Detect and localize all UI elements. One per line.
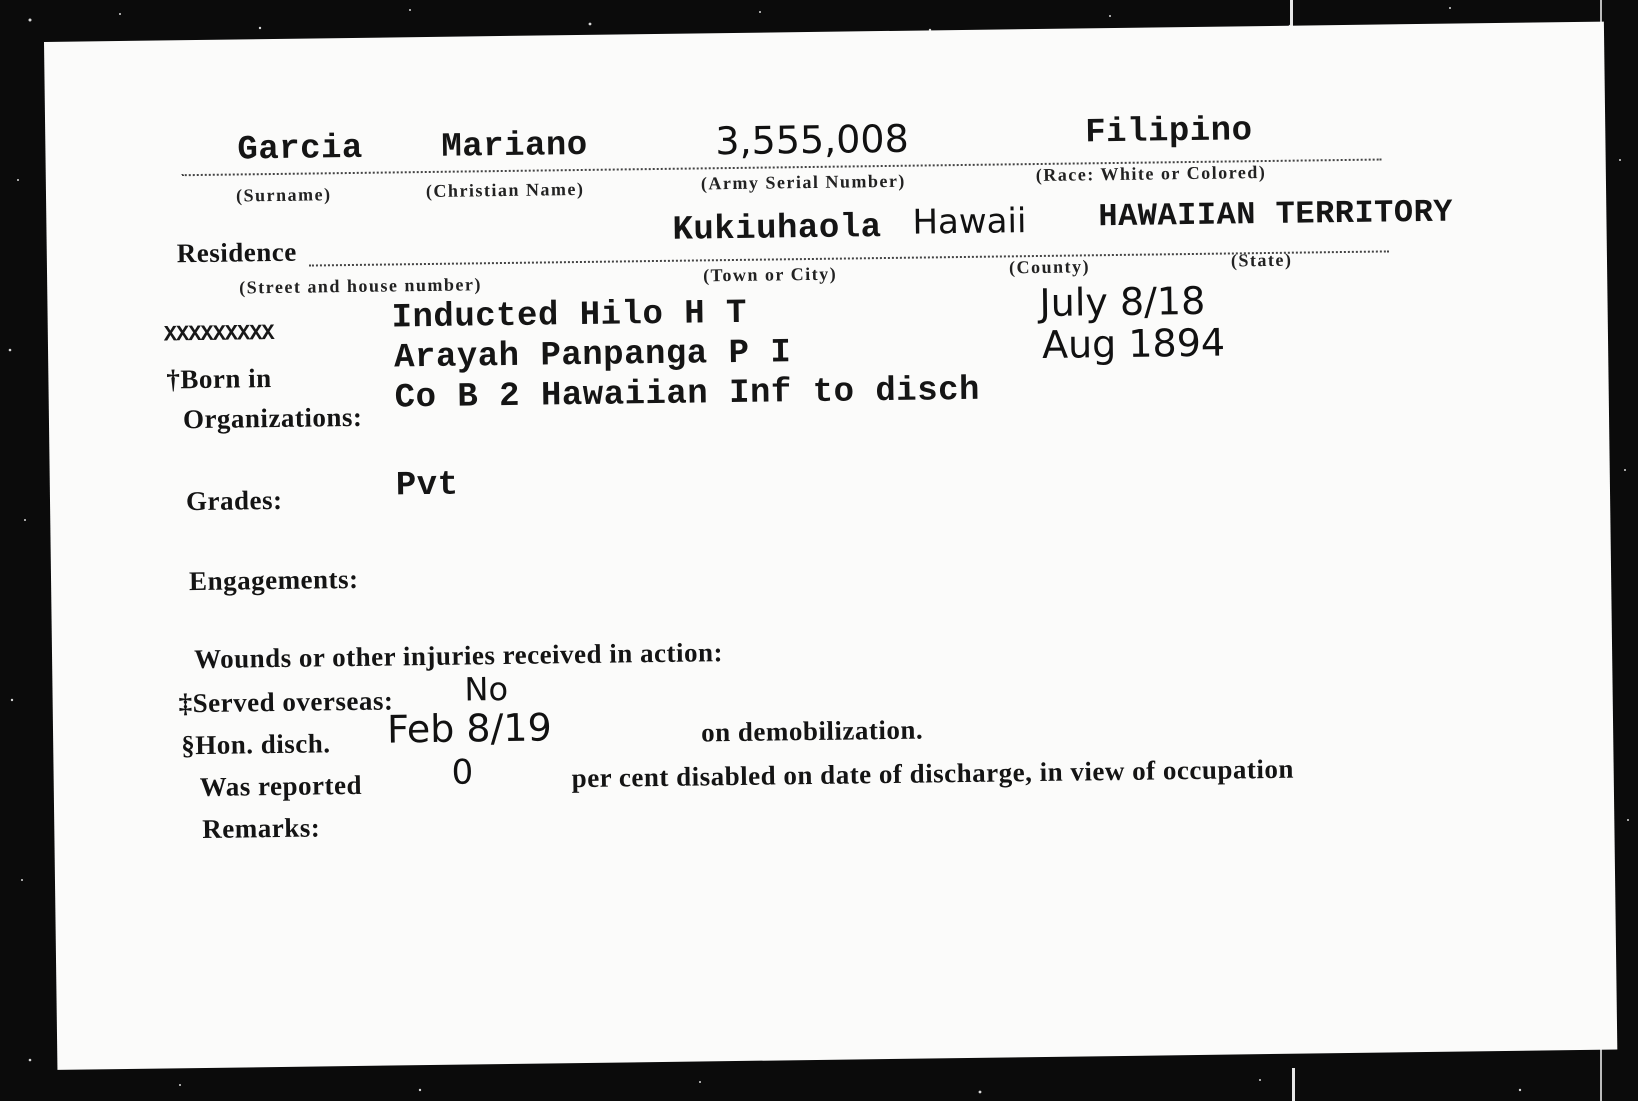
grades-value: Pvt bbox=[395, 466, 459, 506]
born-place-value: Arayah Panpanga P I bbox=[393, 334, 792, 378]
street-caption: (Street and house number) bbox=[239, 274, 483, 298]
served-overseas-value: No bbox=[464, 669, 509, 709]
born-date-value: Aug 1894 bbox=[1041, 320, 1226, 367]
reported-suffix: per cent disabled on date of discharge, in view of occupation bbox=[571, 753, 1295, 794]
serial-caption: (Army Serial Number) bbox=[700, 170, 906, 194]
wounds-label: Wounds or other injuries received in action: bbox=[193, 637, 724, 675]
film-edge-line bbox=[1292, 1068, 1295, 1101]
struck-out-label: XXXXXXXXX bbox=[163, 321, 274, 348]
town-caption: (Town or City) bbox=[702, 263, 838, 286]
inducted-date-value: July 8/18 bbox=[1039, 278, 1206, 325]
grades-label: Grades: bbox=[185, 484, 283, 517]
residence-county-value: Hawaii bbox=[912, 201, 1027, 243]
surname-value: Garcia bbox=[237, 129, 364, 170]
organizations-value: Co B 2 Hawaiian Inf to disch bbox=[394, 371, 981, 418]
engagements-label: Engagements: bbox=[188, 563, 359, 597]
organizations-label: Organizations: bbox=[182, 401, 363, 435]
race-caption: (Race: White or Colored) bbox=[1035, 162, 1267, 186]
christian-name-caption: (Christian Name) bbox=[425, 178, 585, 202]
surname-caption: (Surname) bbox=[235, 184, 332, 206]
reported-value: 0 bbox=[451, 752, 474, 793]
residence-town-value: Kukiuhaola bbox=[672, 209, 882, 250]
service-record-card bbox=[44, 22, 1617, 1070]
race-value: Filipino bbox=[1085, 112, 1253, 153]
remarks-label: Remarks: bbox=[202, 812, 321, 844]
state-caption: (State) bbox=[1230, 249, 1293, 271]
residence-label: Residence bbox=[176, 236, 297, 269]
inducted-value: Inducted Hilo H T bbox=[391, 294, 748, 338]
dotted-line bbox=[309, 250, 1389, 266]
born-label: †Born in bbox=[166, 363, 272, 395]
reported-label: Was reported bbox=[199, 769, 363, 803]
served-overseas-label: ‡Served overseas: bbox=[178, 685, 394, 719]
hon-disch-date-value: Feb 8/19 bbox=[386, 705, 553, 752]
county-caption: (County) bbox=[1008, 256, 1091, 278]
serial-number-value: 3,555,008 bbox=[715, 116, 910, 164]
hon-disch-label: §Hon. disch. bbox=[181, 728, 331, 761]
residence-state-value: HAWAIIAN TERRITORY bbox=[1098, 193, 1454, 236]
christian-name-value: Mariano bbox=[441, 126, 588, 167]
hon-disch-suffix: on demobilization. bbox=[700, 714, 924, 748]
